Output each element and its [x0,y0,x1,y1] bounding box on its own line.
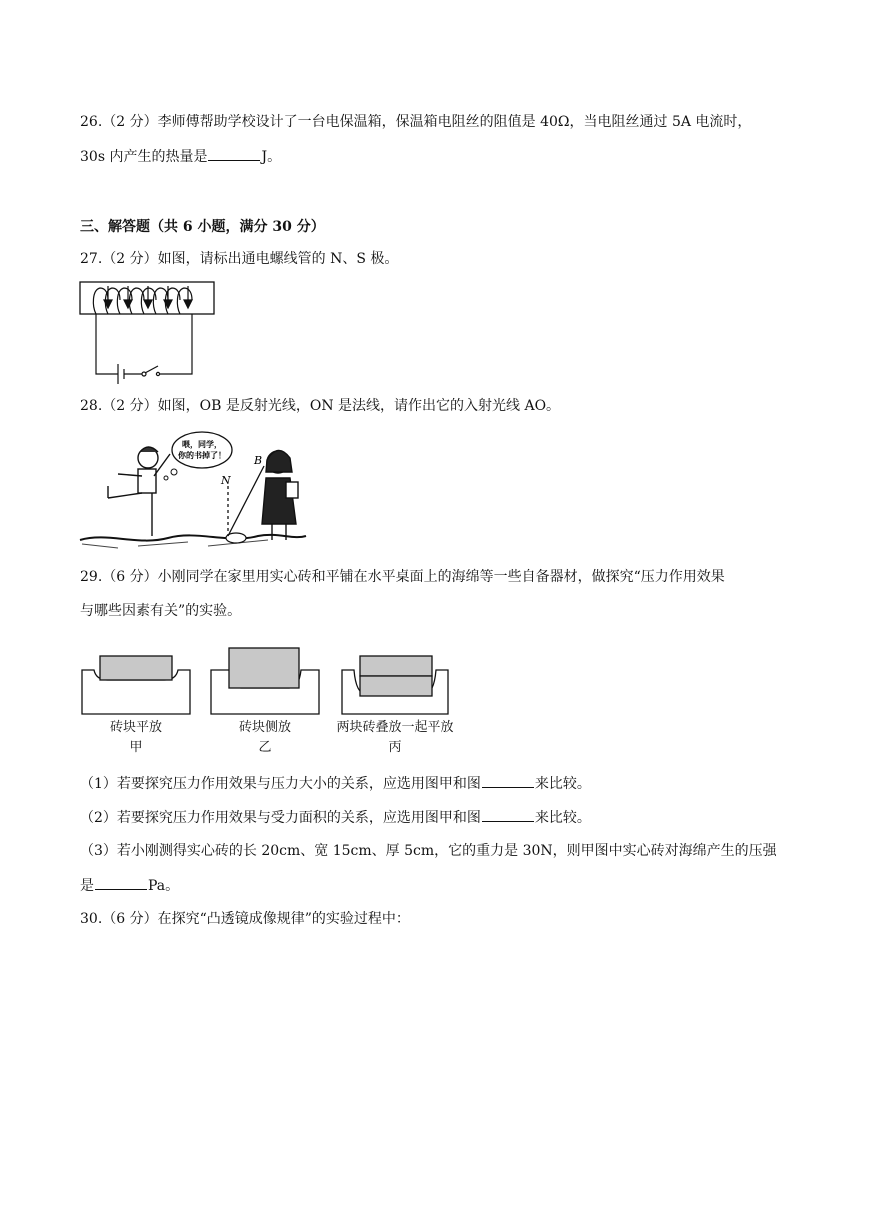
q26-text-post: J。 [261,149,282,165]
q29-line1: 29.（6 分）小刚同学在家里用实心砖和平铺在水平桌面上的海绵等一些自备器材，做探究“压力作用效果 [80,569,725,585]
q26-line1: 26.（2 分）李师傅帮助学校设计了一台电保温箱，保温箱电阻丝的阻值是 40Ω，当电阻丝通过 5A 电流时， [80,114,752,130]
solenoid-core [80,282,214,314]
bubble-text-1: 喂，同学， [182,440,222,449]
q29-sub3-post: Pa。 [148,878,180,894]
q27-text: 27.（2 分）如图，请标出通电螺线管的 N、S 极。 [80,251,399,267]
label-N: N [221,474,231,487]
figure-bing-stacked-bricks [340,644,450,716]
reflected-ray-OB [228,466,264,536]
label-jia: 甲 [129,740,143,755]
switch-lever [145,366,158,373]
q26-answer-blank[interactable] [208,146,260,161]
q29-sub3-line1: （3）若小刚测得实心砖的长 20cm、宽 15cm、厚 5cm，它的重力是 30N，则甲图中实心砖对海绵产生的压强 [80,843,777,859]
q29-sub3-blank[interactable] [95,875,147,890]
boy-figure [108,447,170,536]
q29-line2: 与哪些因素有关”的实验。 [80,603,242,619]
q28-text: 28.（2 分）如图，OB 是反射光线，ON 是法线，请作出它的入射光线 AO。 [80,398,561,414]
label-yi: 乙 [258,740,272,755]
caption-yi: 砖块侧放 [238,720,291,735]
q29-sub1-blank[interactable] [482,773,534,788]
caption-jia: 砖块平放 [109,720,162,735]
figure-jia-brick-flat [80,644,192,716]
girl-figure [262,450,298,540]
bubble-text-2: 你的书掉了！ [178,451,226,460]
brick-bing-bottom [360,676,432,696]
solenoid-circuit-figure [78,280,218,388]
caption-bing: 两块砖叠放一起平放 [336,720,454,735]
q29-sub3-line2 [80,875,179,896]
label-bing: 丙 [388,740,402,755]
brick-bing-top [360,656,432,676]
q29-sub2-post: 来比较。 [534,810,591,826]
q29-sub1-pre: （1）若要探究压力作用效果与压力大小的关系，应选用图甲和图 [80,776,481,792]
q29-sub1 [80,773,591,794]
q30-text: 30.（6 分）在探究“凸透镜成像规律”的实验过程中： [80,911,410,927]
section-heading: 三、解答题（共 6 小题，满分 30 分） [80,219,325,235]
q29-sub3-pre: 是 [80,878,94,894]
q29-sub2-pre: （2）若要探究压力作用效果与受力面积的关系，应选用图甲和图 [80,810,481,826]
circuit-wires [96,314,192,384]
figure-yi-brick-side [209,644,321,716]
brick-jia [100,656,172,680]
q26-text-pre: 30s 内产生的热量是 [80,149,208,165]
q29-sub2-blank[interactable] [482,807,534,822]
label-B: B [254,454,263,467]
speech-bubble [164,432,232,480]
reflection-scene-figure [78,428,308,554]
brick-yi [229,648,299,688]
q26-line2 [80,146,281,167]
q29-sub2 [80,807,591,828]
q29-sub1-post: 来比较。 [534,776,591,792]
